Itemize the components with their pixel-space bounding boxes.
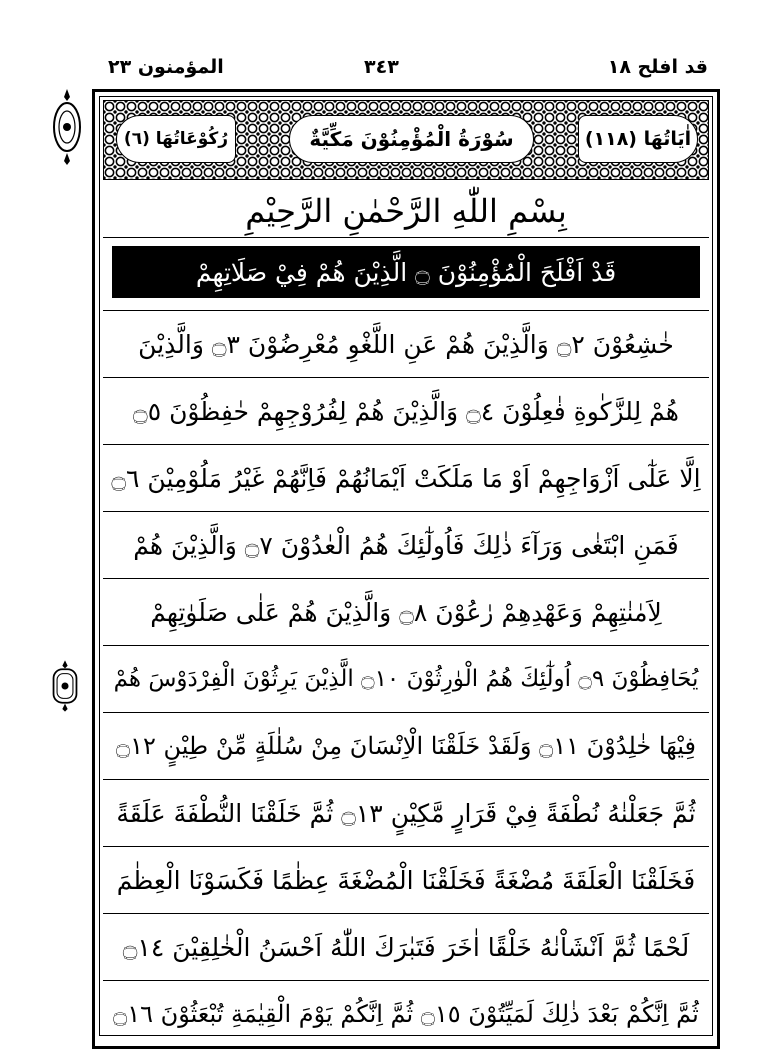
verse-line-text: خٰشِعُوْنَ ۝٢ وَالَّذِيْنَ هُمْ عَنِ اللَّغْوِ مُعْرِضُوْنَ ۝٣ وَالَّذِيْنَ <box>138 329 674 359</box>
verse-line <box>103 444 709 511</box>
waqf-medallion-icon <box>50 655 80 717</box>
surah-name-cartouche <box>289 115 534 163</box>
page-number: ٣٤٣ <box>364 56 399 78</box>
verse-line <box>103 645 709 712</box>
verse-line <box>103 310 709 377</box>
ornament-waqf-icon <box>50 655 80 717</box>
juz-header: قد افلح ١٨ <box>607 56 708 78</box>
verse-line-text: لَحْمًا ثُمَّ اَنْشَاْنٰهُ خَلْقًا اٰخَرَ فَتَبٰرَكَ اللّٰهُ اَحْسَنُ الْخٰلِقِيْنَ ۝١٤ <box>122 932 690 962</box>
first-verse-text: قَدْ اَفْلَحَ الْمُؤْمِنُوْنَ ۝ الَّذِيْنَ هُمْ فِيْ صَلَاتِهِمْ <box>195 257 617 287</box>
verse-line-text: ثُمَّ جَعَلْنٰهُ نُطْفَةً فِيْ قَرَارٍ مَّكِيْنٍ ۝١٣ ثُمَّ خَلَقْنَا النُّطْفَةَ عَلَقَةً <box>116 798 696 828</box>
verse-line <box>103 913 709 980</box>
verse-line <box>103 712 709 779</box>
ruku-count-cartouche <box>116 115 236 163</box>
basmala-text: بِسْمِ اللّٰهِ الرَّحْمٰنِ الرَّحِيْمِ <box>245 191 567 230</box>
basmala <box>103 184 709 238</box>
verse-line-text: ثُمَّ اِنَّكُمْ بَعْدَ ذٰلِكَ لَمَيِّتُوْنَ ۝١٥ ثُمَّ اِنَّكُمْ يَوْمَ الْقِيٰمَةِ تُبْعَثُوْنَ ۝١٦ <box>113 1000 699 1028</box>
verse-line <box>103 578 709 645</box>
surah-header: المؤمنون ٢٣ <box>108 56 224 78</box>
first-verse-line <box>112 246 700 298</box>
verse-line-text: لِاَمٰنٰتِهِمْ وَعَهْدِهِمْ رٰعُوْنَ ۝٨ وَالَّذِيْنَ هُمْ عَلٰى صَلَوٰتِهِمْ <box>150 597 662 627</box>
verse-line <box>103 980 709 1047</box>
verse-line-text: هُمْ لِلزَّكٰوةِ فٰعِلُوْنَ ۝٤ وَالَّذِيْنَ هُمْ لِفُرُوْجِهِمْ حٰفِظُوْنَ ۝٥ <box>133 396 679 426</box>
verse-line <box>103 511 709 578</box>
verse-line <box>103 377 709 444</box>
juz-medallion-icon <box>52 92 82 162</box>
surah-name: سُوْرَةُ الْمُؤْمِنُوْنَ مَكِّيَّةٌ <box>309 127 514 151</box>
verse-line-text: اِلَّا عَلٰٓى اَزْوَاجِهِمْ اَوْ مَا مَلَكَتْ اَيْمَانُهُمْ فَاِنَّهُمْ غَيْرُ مَلُوْمِيْنَ ۝٦ <box>111 463 701 493</box>
ayat-count-cartouche <box>578 115 698 163</box>
verse-line-text: فِيْهَا خٰلِدُوْنَ ۝١١ وَلَقَدْ خَلَقْنَا الْاِنْسَانَ مِنْ سُلٰلَةٍ مِّنْ طِيْنٍ ۝١٢ <box>116 732 696 760</box>
verse-line-text: يُحَافِظُوْنَ ۝٩ اُولٰٓئِكَ هُمُ الْوٰرِثُوْنَ ۝١٠ الَّذِيْنَ يَرِثُوْنَ الْفِرْدَوْسَ هُمْ <box>113 666 699 692</box>
verse-line-text: فَمَنِ ابْتَغٰى وَرَآءَ ذٰلِكَ فَاُولٰٓئِكَ هُمُ الْعٰدُوْنَ ۝٧ وَالَّذِيْنَ هُمْ <box>133 530 679 560</box>
verse-line-text: فَخَلَقْنَا الْعَلَقَةَ مُضْغَةً فَخَلَقْنَا الْمُضْغَةَ عِظٰمًا فَكَسَوْنَا الْعِظٰمَ <box>116 865 696 895</box>
ornament-medallion-icon <box>52 87 82 167</box>
surah-title-band <box>103 100 709 180</box>
ayat-count-label: اٰیَاتُهَا (١١٨) <box>584 128 692 150</box>
ruku-count-label: رُكُوْعَاتُهَا (٦) <box>123 129 229 149</box>
verse-line <box>103 846 709 913</box>
verse-line <box>103 779 709 846</box>
